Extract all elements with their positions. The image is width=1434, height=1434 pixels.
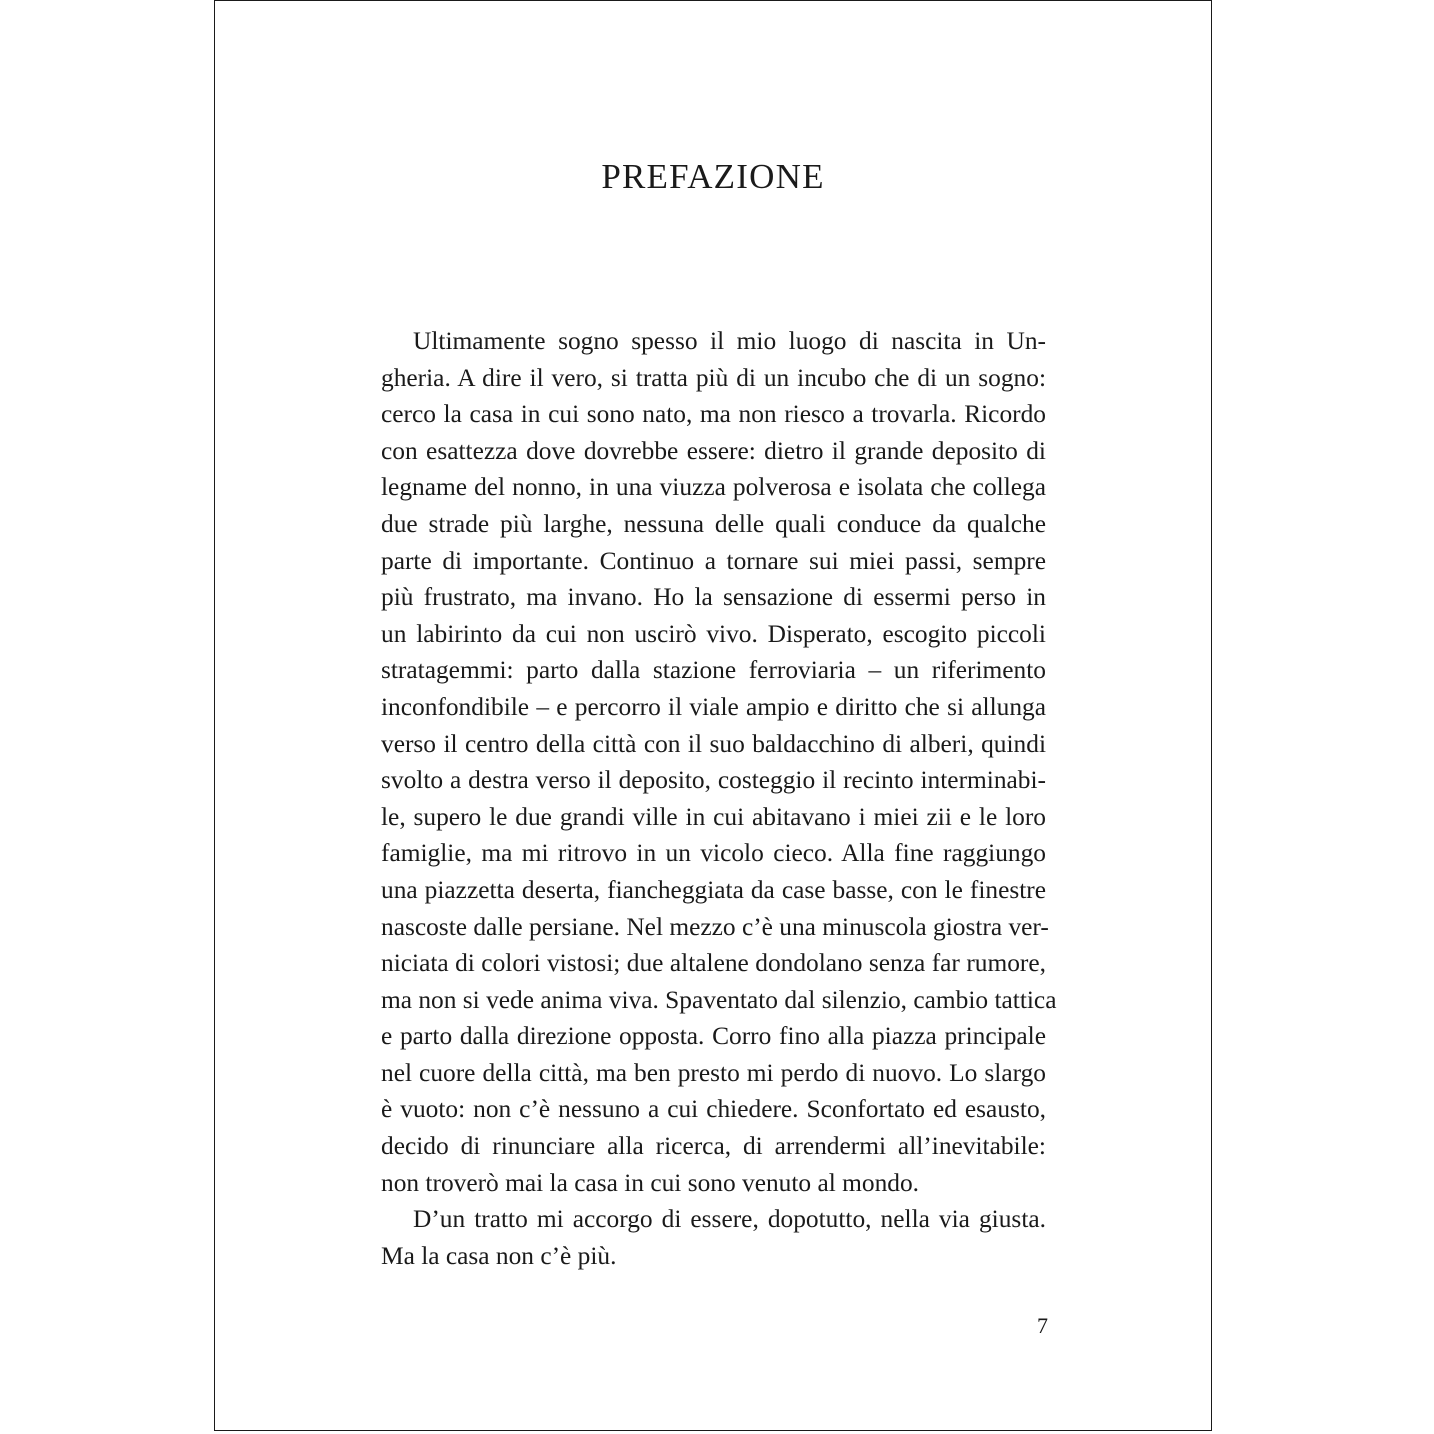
chapter-title: PREFAZIONE [601,157,825,196]
text-line: verso il centro della città con il suo baldacchino di alberi, quindi [381,729,1046,758]
text-line: con esattezza dove dovrebbe essere: dietro il grande deposito di [381,436,1046,465]
text-line: D’un tratto mi accorgo di essere, dopotutto, nella via giusta. [413,1205,1046,1234]
text-line: famiglie, ma mi ritrovo in un vicolo cieco. Alla fine raggiungo [381,839,1046,868]
text-line: le, supero le due grandi ville in cui abitavano i miei zii e le loro [381,802,1046,831]
text-line: decido di rinunciare alla ricerca, di arrendermi all’inevitabile: [381,1132,1046,1161]
body-text [381,323,1247,1274]
text-line: nascoste dalle persiane. Nel mezzo c’è una minuscola giostra ver- [381,912,1049,941]
text-line: ma non si vede anima viva. Spaventato dal silenzio, cambio tattica [381,985,1057,1014]
book-page [214,0,1212,1431]
text-line: stratagemmi: parto dalla stazione ferroviaria – un riferimento [381,656,1046,685]
text-line: svolto a destra verso il deposito, costeggio il recinto interminabi- [381,766,1046,795]
text-line: inconfondibile – e percorro il viale ampio e diritto che si allunga [381,692,1046,721]
text-line: nel cuore della città, ma ben presto mi perdo di nuovo. Lo slargo [381,1058,1046,1087]
paragraph [381,323,1247,1201]
text-line: niciata di colori vistosi; due altalene dondolano senza far rumore, [381,949,1046,978]
text-line: legname del nonno, in una viuzza polverosa e isolata che collega [381,473,1046,502]
text-line: due strade più larghe, nessuna delle quali conduce da qualche [381,509,1046,538]
text-line: non troverò mai la casa in cui sono venuto al mondo. [381,1168,920,1197]
text-line: parte di importante. Continuo a tornare sui miei passi, sempre [381,546,1046,575]
text-line: Ultimamente sogno spesso il mio luogo di nascita in Un- [413,327,1046,355]
paragraph [381,1201,1247,1274]
text-line: Ma la casa non c’è più. [381,1241,617,1270]
text-line: e parto dalla direzione opposta. Corro fino alla piazza principale [381,1022,1046,1051]
page-number: 7 [1037,1313,1048,1338]
text-line: gheria. A dire il vero, si tratta più di un incubo che di un sogno: [381,363,1046,392]
text-line: cerco la casa in cui sono nato, ma non riesco a trovarla. Ricordo [381,400,1046,429]
text-line: è vuoto: non c’è nessuno a cui chiedere. Sconfortato ed esausto, [381,1095,1046,1124]
text-line: una piazzetta deserta, fiancheggiata da case basse, con le finestre [381,875,1046,904]
text-line: un labirinto da cui non uscirò vivo. Disperato, escogito piccoli [381,619,1046,648]
text-line: più frustrato, ma invano. Ho la sensazione di essermi perso in [381,583,1046,612]
